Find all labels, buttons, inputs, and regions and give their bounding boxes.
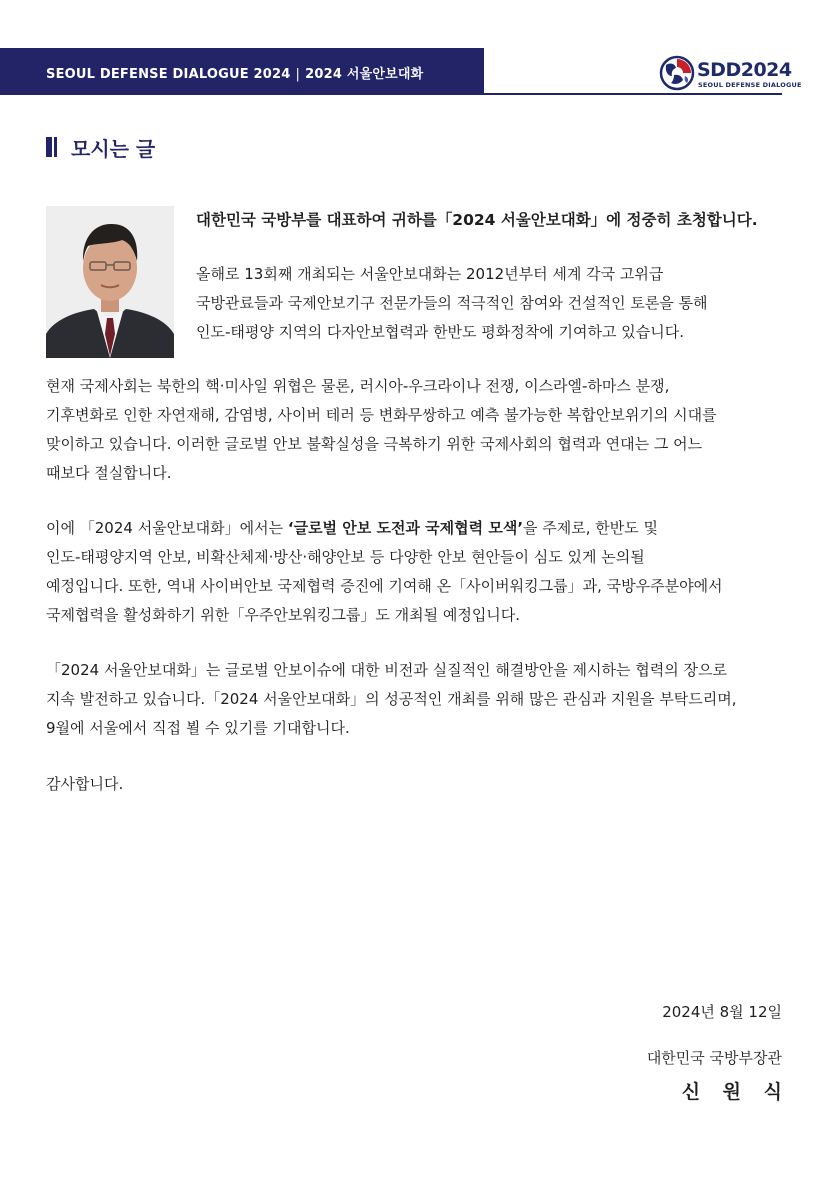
portrait-image [46, 206, 174, 358]
header-title-en: SEOUL DEFENSE DIALOGUE 2024 [46, 67, 291, 82]
paragraph-line: 인도-태평양지역 안보, 비확산체제·방산·해양안보 등 다양한 안보 현안들이 심도 있게 논의될 [46, 548, 645, 566]
paragraph-line: 국제협력을 활성화하기 위한「우주안보워킹그룹」도 개최될 예정입니다. [46, 606, 521, 624]
letter-paragraph-1 [196, 260, 782, 347]
sdd-logo [659, 54, 802, 92]
logo-subtitle: SEOUL DEFENSE DIALOGUE [698, 81, 802, 89]
letter-paragraph-4 [46, 656, 782, 743]
paragraph-line: 「2024 서울안보대화」는 글로벌 안보이슈에 대한 비전과 실질적인 해결방안을 제시하는 협력의 장으로 [46, 661, 727, 679]
section-marker [46, 137, 52, 157]
section-title: 모시는 글 [71, 136, 156, 161]
section-heading [46, 133, 155, 161]
line-text: 이에 「2024 서울안보대화」에서는 [46, 519, 288, 537]
letter-date: 2024년 8월 12일 [662, 1003, 782, 1021]
letter-paragraph-2 [46, 372, 782, 488]
letter-paragraph-3 [46, 514, 782, 630]
paragraph-line [46, 514, 782, 543]
letter-closing: 감사합니다. [46, 775, 124, 793]
signer-title: 대한민국 국방부장관 [646, 1049, 782, 1067]
line-text: 을 주제로, 한반도 및 [523, 519, 659, 537]
paragraph-line: 인도-태평양 지역의 다자안보협력과 한반도 평화정착에 기여하고 있습니다. [196, 323, 684, 341]
conference-theme: ‘글로벌 안보 도전과 국제협력 모색’ [287, 519, 524, 537]
minister-portrait [46, 206, 174, 358]
header-title-ko: 2024 서울안보대화 [305, 67, 424, 82]
paragraph-line: 때보다 절실합니다. [46, 464, 172, 482]
signer-name: 신 원 식 [681, 1081, 790, 1103]
header-rule [484, 93, 782, 95]
globe-emblem-icon [659, 55, 695, 91]
header-separator: | [295, 67, 301, 82]
paragraph-line: 국방관료들과 국제안보기구 전문가들의 적극적인 참여와 건설적인 토론을 통해 [196, 294, 708, 312]
section-marker-thin [54, 137, 57, 157]
paragraph-line: 올해로 13회째 개최되는 서울안보대화는 2012년부터 세계 각국 고위급 [196, 265, 664, 283]
paragraph-line: 맞이하고 있습니다. 이러한 글로벌 안보 불확실성을 극복하기 위한 국제사회의 협력과 연대는 그 어느 [46, 435, 703, 453]
paragraph-line: 예정입니다. 또한, 역내 사이버안보 국제협력 증진에 기여해 온「사이버워킹그룹」과, 국방우주분야에서 [46, 577, 723, 595]
header-title [46, 63, 423, 82]
paragraph-line: 기후변화로 인한 자연재해, 감염병, 사이버 테러 등 변화무쌍하고 예측 불가능한 복합안보위기의 시대를 [46, 406, 717, 424]
paragraph-line: 9월에 서울에서 직접 뵐 수 있기를 기대합니다. [46, 719, 350, 737]
paragraph-line: 지속 발전하고 있습니다.「2024 서울안보대화」의 성공적인 개최를 위해 많은 관심과 지원을 부탁드리며, [46, 690, 737, 708]
paragraph-line: 현재 국제사회는 북한의 핵·미사일 위협은 물론, 러시아-우크라이나 전쟁, 이스라엘-하마스 분쟁, [46, 377, 670, 395]
letter-greeting: 대한민국 국방부를 대표하여 귀하를「2024 서울안보대화」에 정중히 초청합니다. [196, 211, 758, 229]
logo-wordmark: SDD2024 [697, 59, 792, 81]
